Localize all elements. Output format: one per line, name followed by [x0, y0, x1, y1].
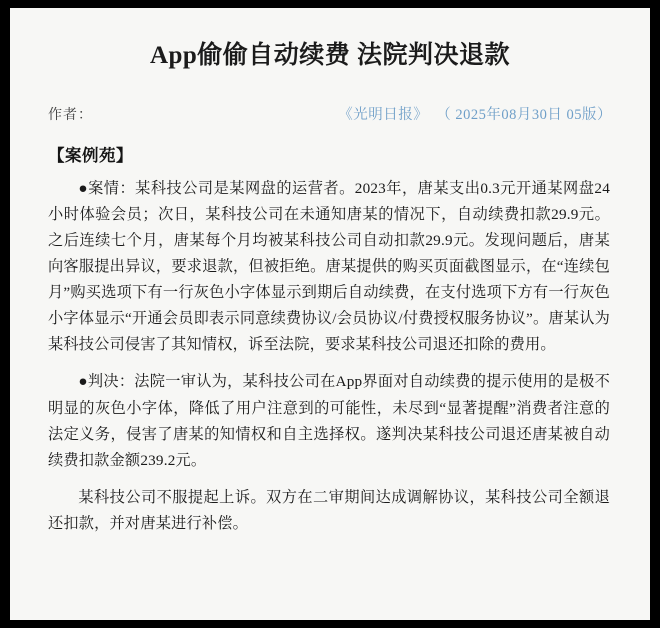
article-body	[10, 124, 650, 538]
publication-name: 《光明日报》	[338, 106, 429, 123]
section-heading: 【案例苑】	[48, 145, 133, 165]
byline	[10, 73, 650, 124]
article-page	[10, 8, 650, 620]
author-label: 作者：	[48, 107, 93, 123]
page-title: App偷偷自动续费 法院判决退款	[149, 42, 511, 69]
paragraph-case-facts: ●案情：某科技公司是某网盘的运营者。2023年，唐某支出0.3元开通某网盘24小时体验会员；次日，某科技公司在未通知唐某的情况下，自动续费扣款29.9元。之后连续七个月，唐某每个月均被某科技公司自动扣款29.9元。发现问题后，唐某向客服提出异议，要求退款，但被拒绝。唐某提供的购买页面截图显示，在“连续包月”购买选项下有一行灰色小字体显示到期后自动续费，在支付选项下方有一行灰色小字体显示“开通会员即表示同意续费协议/会员协议/付费授权服务协议”。唐某认为某科技公司侵害了其知情权，诉至法院，要求某科技公司退还扣除的费用。	[48, 179, 610, 354]
publication-date: （ 2025年08月30日 05版）	[436, 106, 612, 123]
paragraph-appeal: 某科技公司不服提起上诉。双方在二审期间达成调解协议，某科技公司全额退还扣款，并对唐某进行补偿。	[48, 489, 610, 533]
paragraph-judgment: ●判决：法院一审认为，某科技公司在App界面对自动续费的提示使用的是极不明显的灰色小字体，降低了用户注意到的可能性，未尽到“显著提醒”消费者注意的法定义务，侵害了唐某的知情权和自主选择权。遂判决某科技公司退还唐某被自动续费扣款金额239.2元。	[48, 373, 610, 469]
